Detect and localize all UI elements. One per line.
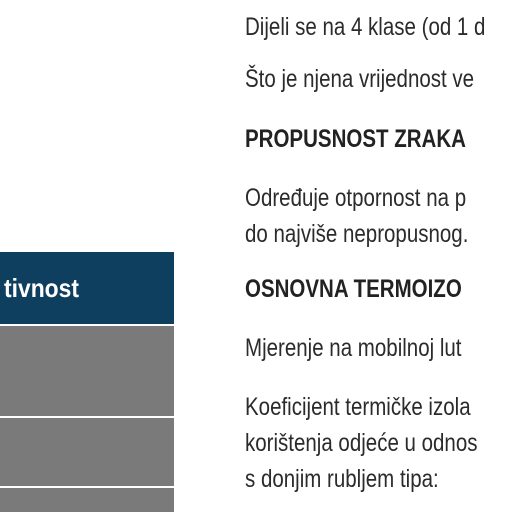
paragraph-line: do najviše nepropusnog. [245, 220, 469, 248]
table-row [0, 488, 174, 512]
paragraph-line: Mjerenje na mobilnoj lut [245, 334, 462, 362]
paragraph-line: Što je njena vrijednost ve [245, 65, 475, 93]
paragraph-line: Određuje otpornost na p [245, 184, 467, 212]
table-header-text: tivnost [4, 273, 80, 303]
paragraph-line: Dijeli se na 4 klase (od 1 d [245, 13, 486, 41]
paragraph-line: Koeficijent termičke izola [245, 393, 471, 421]
table-row [0, 326, 174, 416]
document-text-column [245, 0, 512, 512]
section-heading: OSNOVNA TERMOIZO [245, 275, 462, 303]
section-heading: PROPUSNOST ZRAKA [245, 125, 466, 153]
table-row [0, 418, 174, 486]
paragraph-line: korištenja odjeće u odnos [245, 429, 478, 457]
table-header-cell [0, 252, 174, 324]
paragraph-line: s donjim rubljem tipa: [245, 465, 439, 493]
table-fragment [0, 252, 174, 512]
